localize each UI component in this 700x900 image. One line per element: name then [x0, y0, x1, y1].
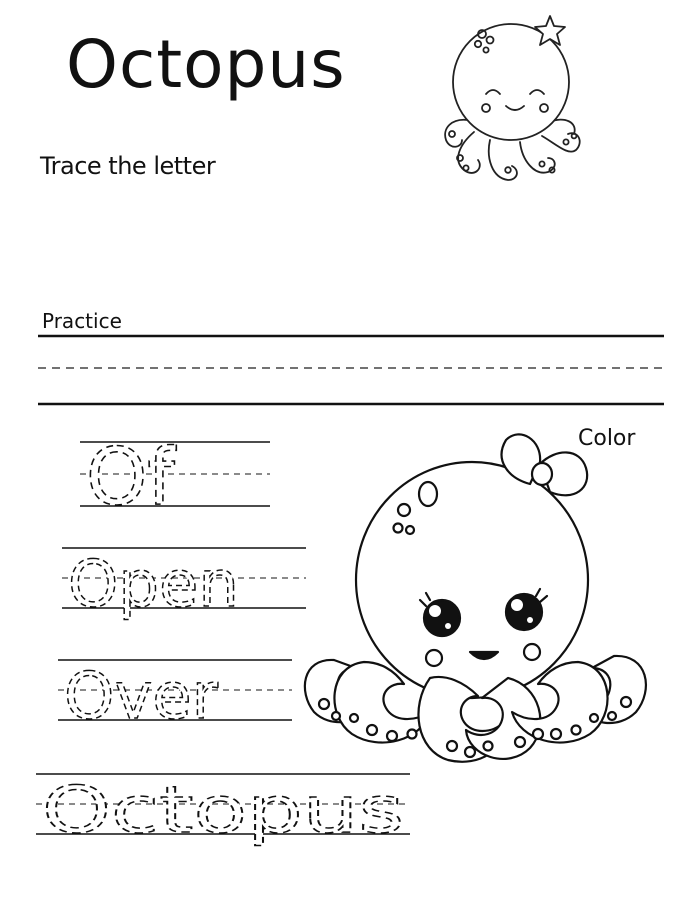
trace-letter-label: Trace the letter: [40, 152, 216, 180]
word-over: Over: [64, 660, 218, 730]
word-trace-octopus: [36, 764, 416, 864]
word-trace-of: [80, 430, 280, 510]
trace-letter-row: [56, 192, 656, 276]
practice-label: Practice: [42, 309, 122, 333]
word-of: Of: [86, 433, 175, 510]
word-octopus: Octopus: [42, 774, 404, 848]
color-label: Color: [578, 426, 636, 451]
word-open: Open: [68, 548, 239, 622]
word-trace-over: [58, 650, 298, 730]
worksheet-title: Octopus: [66, 26, 346, 103]
octopus-with-bow-icon: [294, 430, 656, 770]
octopus-with-star-icon: [438, 10, 584, 190]
word-trace-open: [62, 538, 312, 638]
practice-lines: [38, 330, 668, 412]
